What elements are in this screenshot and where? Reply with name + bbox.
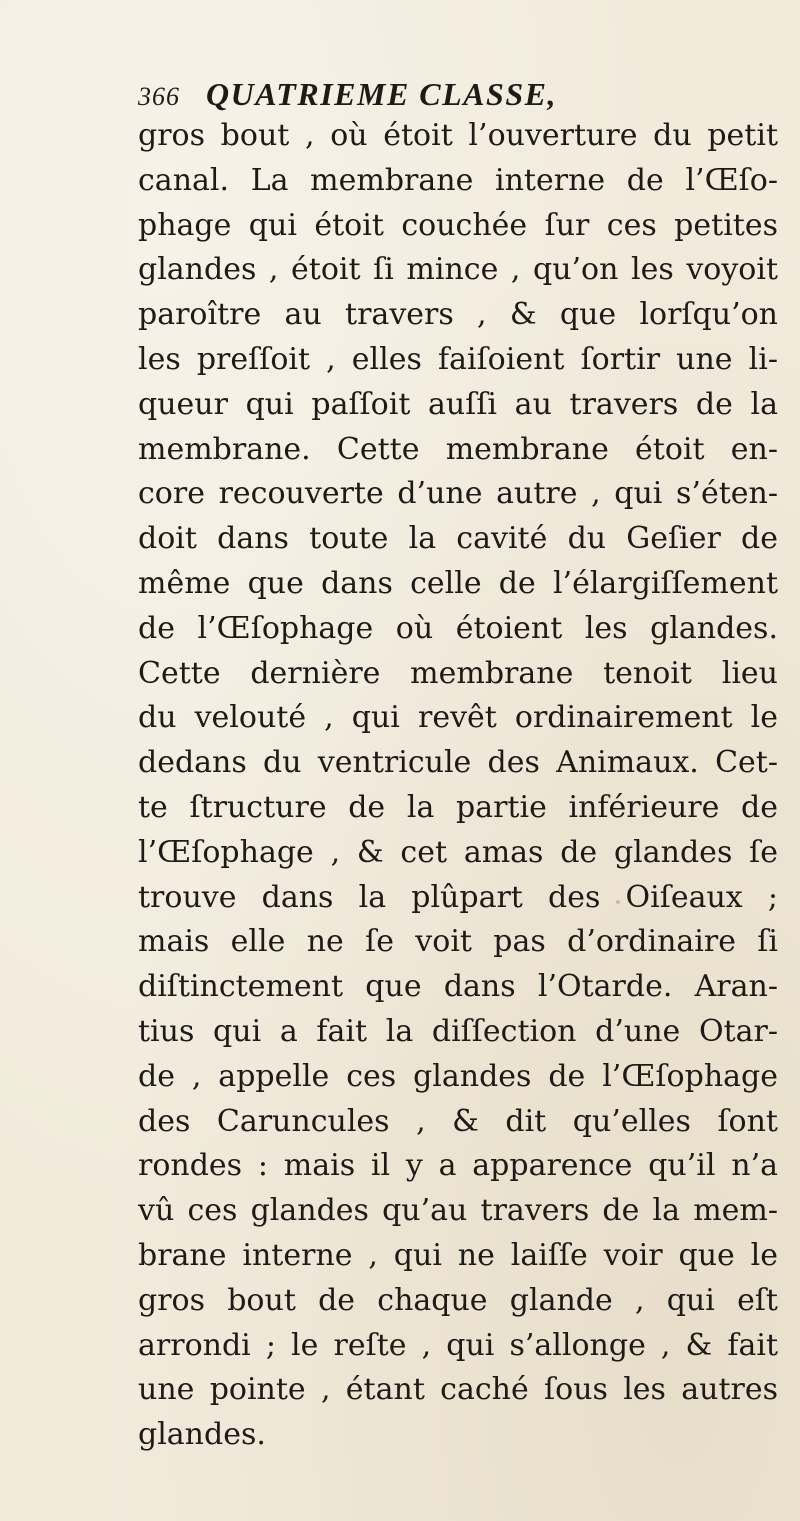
text-line: phage qui étoit couchée ſur ces petites [138,207,778,243]
text-line: arrondi ; le reſte , qui s’allonge , & fait [138,1327,778,1363]
text-line: glandes , étoit ſi mince , qu’on les voyoit [138,252,778,288]
text-line: membrane. Cette membrane étoit en- [138,431,778,467]
text-line: brane interne , qui ne laiſſe voir que le [138,1237,778,1273]
text-line: une pointe , étant caché ſous les autres [138,1372,778,1408]
text-line: vû ces glandes qu’au travers de la mem- [138,1193,778,1229]
text-line: du velouté , qui revêt ordinairement le [138,700,778,736]
text-line: Cette dernière membrane tenoit lieu [138,655,778,691]
text-line: mais elle ne ſe voit pas d’ordinaire ſi [138,924,778,960]
text-line: trouve dans la plûpart des Oiſeaux ; [138,879,778,915]
running-title: QUATRIEME CLASSE, [206,76,557,112]
paper-speck [616,900,620,904]
text-line: rondes : mais il y a apparence qu’il n’a [138,1148,778,1184]
text-line: te ſtructure de la partie inférieure de [138,789,778,825]
body-text [138,114,778,1458]
text-line: de , appelle ces glandes de l’Œſophage [138,1058,778,1094]
text-line: même que dans celle de l’élargiſſement [138,565,778,601]
text-line: dedans du ventricule des Animaux. Cet- [138,745,778,781]
text-line: queur qui paſſoit auſſi au travers de la [138,386,778,422]
text-line: glandes. [138,1417,266,1453]
text-line: canal. La membrane interne de l’Œſo- [138,162,778,198]
text-line: des Caruncules , & dit qu’elles ſont [138,1103,778,1139]
text-line: de l’Œſophage où étoient les glandes. [138,610,778,646]
text-line: diſtinctement que dans l’Otarde. Aran- [138,969,778,1005]
page-number: 366 [138,82,180,111]
text-line: gros bout , où étoit l’ouverture du petit [138,118,778,153]
text-line: doit dans toute la cavité du Geſier de [138,521,778,557]
running-head [138,72,698,116]
text-line: tius qui a fait la diſſection d’une Otar- [138,1013,778,1049]
text-line: paroître au travers , & que lorſqu’on [138,297,778,333]
text-line: l’Œſophage , & cet amas de glandes ſe [138,834,778,870]
text-line: core recouverte d’une autre , qui s’éten- [138,476,778,512]
text-line: les preſſoit , elles faiſoient ſortir une li- [138,341,778,377]
text-line: gros bout de chaque glande , qui eſt [138,1282,778,1318]
